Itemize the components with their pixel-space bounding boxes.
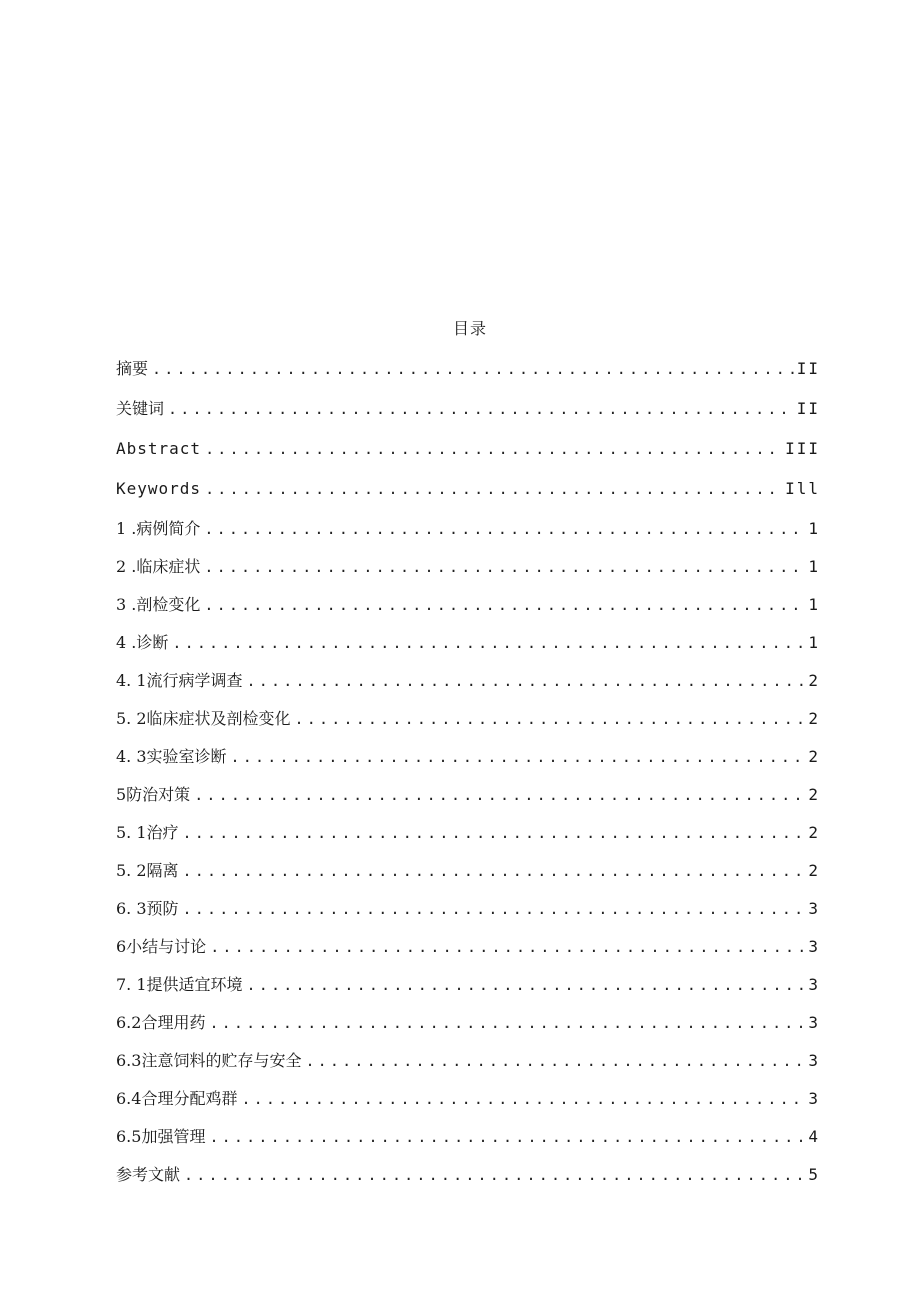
toc-entry-label: 摘要: [116, 359, 149, 378]
toc-entry[interactable]: [116, 1010, 820, 1048]
toc-entry-label: 6.5加强管理: [116, 1127, 206, 1146]
toc-entry-page: 3: [808, 1013, 820, 1032]
toc-entry[interactable]: [116, 1124, 820, 1162]
toc-entry[interactable]: [116, 396, 820, 436]
toc-entry[interactable]: [116, 516, 820, 554]
toc-dot-leader: [194, 782, 806, 808]
toc-entry-label: 1 .病例简介: [116, 519, 201, 538]
toc-entry-page: 2: [808, 709, 820, 728]
toc-entry-page: 2: [808, 823, 820, 842]
toc-entry[interactable]: [116, 1162, 820, 1200]
table-of-contents: [116, 356, 820, 1200]
toc-entry-label: 6.3注意饲料的贮存与安全: [116, 1051, 302, 1070]
toc-entry-label: Abstract: [116, 439, 202, 458]
toc-entry-page: 2: [808, 785, 820, 804]
toc-entry[interactable]: [116, 820, 820, 858]
toc-dot-leader: [205, 476, 783, 502]
toc-dot-leader: [204, 592, 806, 618]
toc-entry-page: III: [785, 439, 820, 458]
toc-dot-leader: [209, 1010, 806, 1036]
toc-dot-leader: [247, 972, 807, 998]
toc-dot-leader: [247, 668, 807, 694]
toc-entry[interactable]: [116, 896, 820, 934]
toc-entry-label: Keywords: [116, 479, 202, 498]
toc-entry-page: 2: [808, 671, 820, 690]
toc-entry[interactable]: [116, 1048, 820, 1086]
toc-entry-page: 4: [808, 1127, 820, 1146]
toc-entry[interactable]: [116, 554, 820, 592]
toc-entry-label: 5防治对策: [116, 785, 191, 804]
toc-entry[interactable]: [116, 782, 820, 820]
toc-entry-page: 2: [808, 861, 820, 880]
toc-entry-label: 4 .诊断: [116, 633, 169, 652]
toc-entry-page: 3: [808, 937, 820, 956]
toc-entry[interactable]: [116, 706, 820, 744]
toc-dot-leader: [204, 554, 806, 580]
toc-dot-leader: [204, 516, 806, 542]
toc-dot-leader: [241, 1086, 806, 1112]
toc-entry-page: Ill: [785, 479, 820, 498]
toc-dot-leader: [231, 744, 807, 770]
toc-entry-label: 关键词: [116, 399, 165, 418]
toc-entry-label: 6. 3预防: [116, 899, 179, 918]
toc-dot-leader: [183, 896, 807, 922]
toc-dot-leader: [305, 1048, 806, 1074]
toc-dot-leader: [209, 1124, 806, 1150]
toc-dot-leader: [210, 934, 806, 960]
toc-entry-label: 7. 1提供适宜环境: [116, 975, 243, 994]
toc-entry-label: 6小结与讨论: [116, 937, 207, 956]
toc-entry[interactable]: [116, 592, 820, 630]
toc-dot-leader: [183, 820, 807, 846]
toc-dot-leader: [184, 1162, 806, 1188]
toc-entry[interactable]: [116, 858, 820, 896]
toc-entry-label: 4. 1流行病学调查: [116, 671, 243, 690]
toc-entry[interactable]: [116, 934, 820, 972]
toc-entry-page: 1: [808, 595, 820, 614]
toc-dot-leader: [205, 436, 783, 462]
toc-dot-leader: [295, 706, 807, 732]
toc-entry-label: 3 .剖检变化: [116, 595, 201, 614]
toc-entry[interactable]: [116, 356, 820, 396]
toc-entry-label: 5. 2临床症状及剖检变化: [116, 709, 291, 728]
toc-entry-label: 4. 3实验室诊断: [116, 747, 227, 766]
toc-entry-label: 参考文献: [116, 1165, 181, 1184]
toc-title: 目录: [452, 319, 487, 338]
toc-entry[interactable]: [116, 436, 820, 476]
toc-entry-page: 3: [808, 899, 820, 918]
toc-entry[interactable]: [116, 630, 820, 668]
toc-entry-label: 6.4合理分配鸡群: [116, 1089, 238, 1108]
toc-entry-label: 6.2合理用药: [116, 1013, 206, 1032]
toc-entry-page: 1: [808, 557, 820, 576]
toc-entry-page: 1: [808, 519, 820, 538]
toc-entry-page: 5: [808, 1165, 820, 1184]
toc-entry[interactable]: [116, 668, 820, 706]
toc-entry-page: II: [796, 399, 820, 418]
toc-dot-leader: [152, 356, 795, 382]
toc-entry[interactable]: [116, 744, 820, 782]
toc-entry-page: II: [796, 359, 820, 378]
toc-entry-label: 5. 2隔离: [116, 861, 179, 880]
toc-dot-leader: [172, 630, 806, 656]
toc-entry-label: 5. 1治疗: [116, 823, 179, 842]
toc-entry-page: 3: [808, 975, 820, 994]
toc-entry[interactable]: [116, 476, 820, 516]
toc-dot-leader: [183, 858, 807, 884]
toc-entry[interactable]: [116, 972, 820, 1010]
toc-entry-label: 2 .临床症状: [116, 557, 201, 576]
toc-entry[interactable]: [116, 1086, 820, 1124]
toc-entry-page: 3: [808, 1089, 820, 1108]
toc-dot-leader: [168, 396, 795, 422]
toc-entry-page: 2: [808, 747, 820, 766]
toc-entry-page: 1: [808, 633, 820, 652]
toc-entry-page: 3: [808, 1051, 820, 1070]
